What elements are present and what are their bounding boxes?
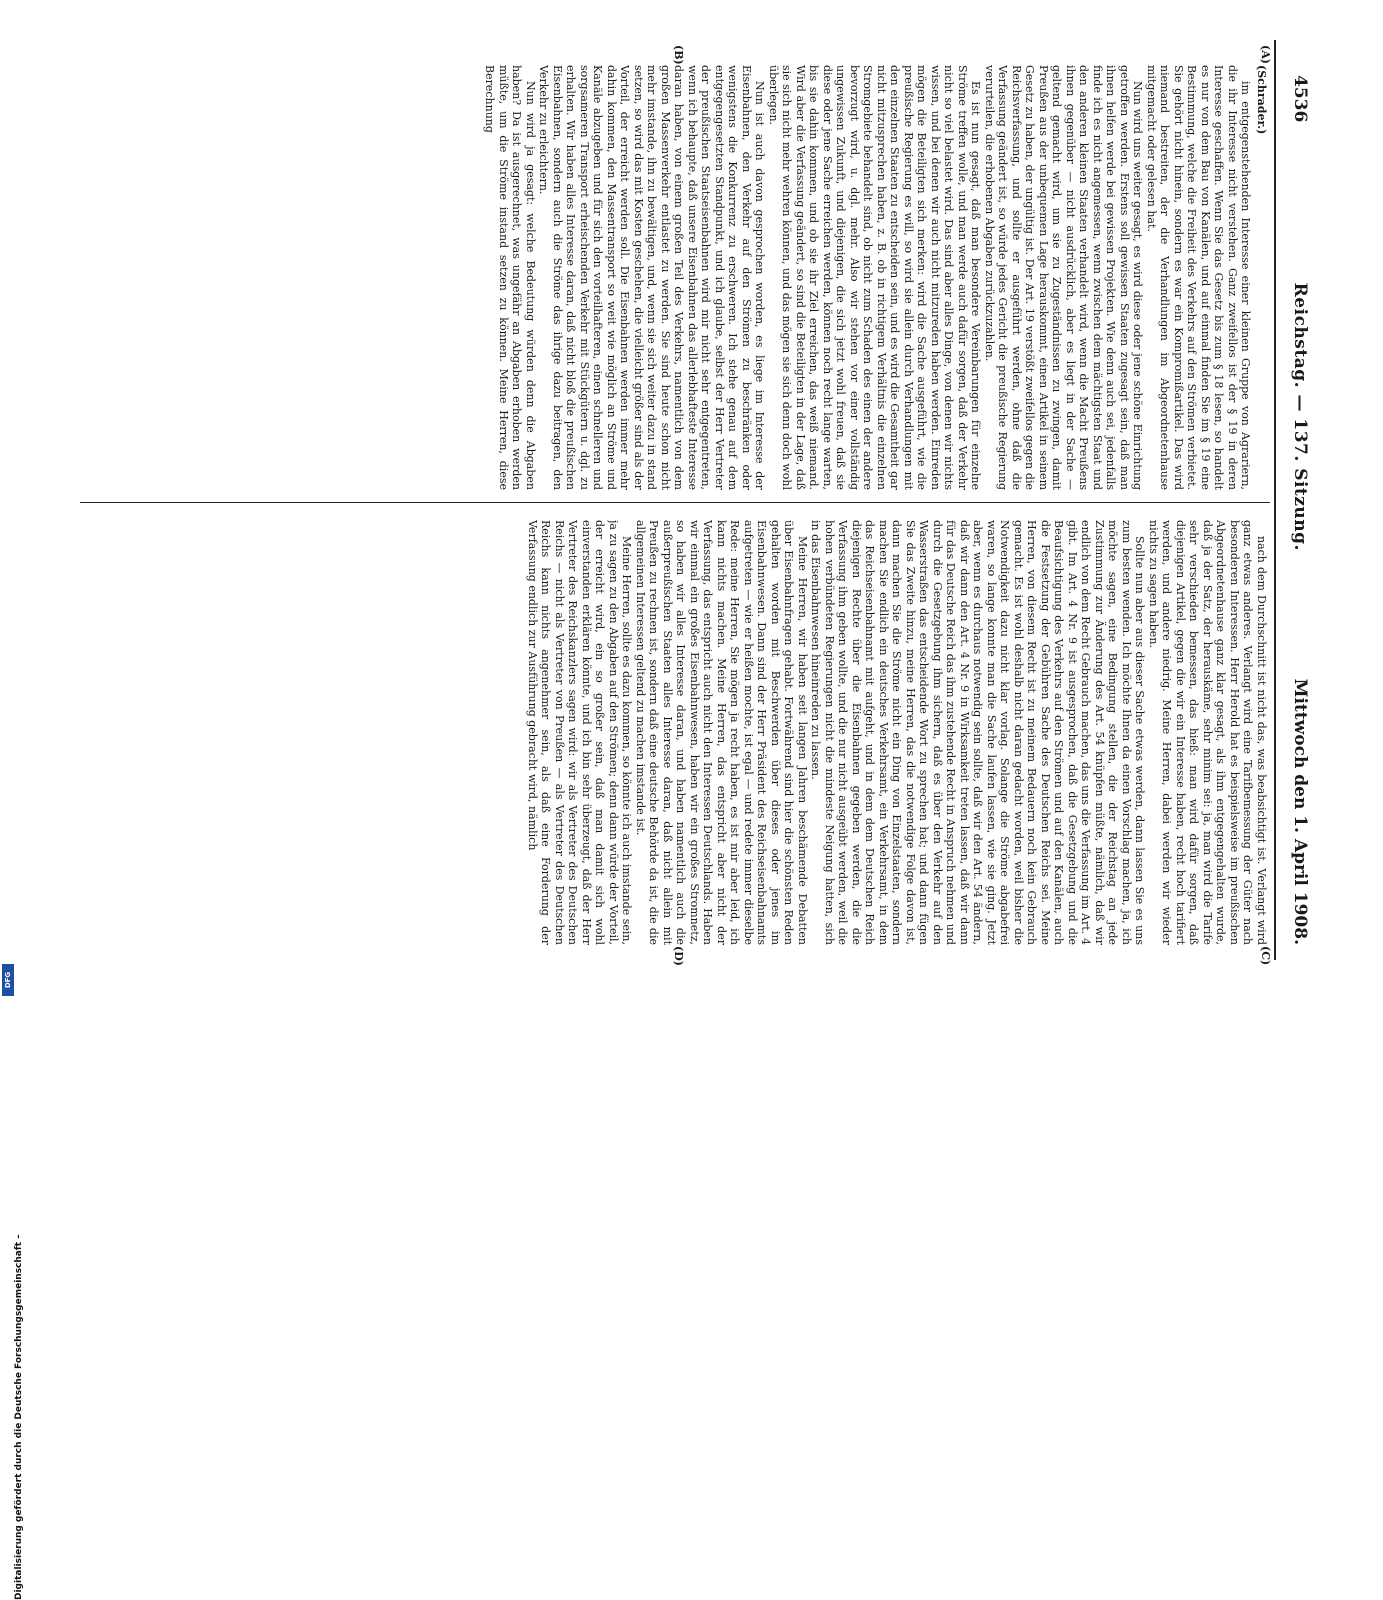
page-header xyxy=(1280,75,1320,945)
paragraph: Nun wird ja gesagt: welche Bedeutung würden denn die Abgaben haben? Da ist ausgerechnet, was ungefähr an Abgaben erhoben werden müßte, um die Ströme instand setzen zu können. Meine Herren, diese Berechnung xyxy=(483,65,537,490)
page-number: 4536 xyxy=(1290,75,1310,123)
paragraph: Nun ist auch davon gesprochen worden, es liege im Interesse der Eisenbahnen, den Verkehr auf den Strömen zu beschränken oder wenigstens die Konkurrenz zu erschweren. Ich stehe genau auf dem entgegengesetzten Standpunkt, und ich glaube, selbst der Herr Vertreter der preußischen Staatseisenbahnen wird mir nicht sehr entgegentreten, wenn ich behaupte, daß unsere Eisenbahnen das allerlebhafteste Interesse daran haben, von einem großen Teil des Verkehrs, namentlich von dem großen Massenverkehr entlastet zu werden. Sie sind heute schon nicht mehr imstande, ihn zu bewältigen, und, wenn sie sich weiter dazu in stand setzen, so wird das mit Kosten geschehen, die vielleicht größer sind als der Vorteil, der erreicht werden soll. Die Eisenbahnen werden immer mehr dahin kommen, den Massentransport so weit wie möglich an Ströme und Kanäle abzugeben und für sich den vorteilhafteren, einen schnelleren und sorgsameren Transport erheischenden Verkehr mit Stückgütern u. dgl. zu erhalten. Wir haben alles Interesse daran, daß nicht bloß die preußischen Eisenbahnen, sondern auch die Ströme das ihrige dazu beitragen, den Verkehr zu erleichtern. xyxy=(537,65,767,490)
header-rule xyxy=(1274,40,1276,960)
credit-text: Digitalisierung gefördert durch die Deutsche Forschungsgemeinschaft – xyxy=(14,1234,24,1600)
margin-letter-b: (B) xyxy=(672,45,685,65)
right-column xyxy=(78,520,1268,945)
rotated-scan xyxy=(70,40,1320,966)
session-date: Mittwoch den 1. April 1908. xyxy=(1290,678,1310,945)
column-divider xyxy=(80,502,1270,503)
running-title: Reichstag. — 137. Sitzung. xyxy=(1290,282,1310,551)
left-column xyxy=(78,65,1268,490)
dfg-logo-icon xyxy=(2,964,14,996)
paragraph: Meine Herren, sollte es dazu kommen, so könnte ich auch imstande sein, ja zu sagen zu den Abgaben auf den Strömen; denn dann würde der Vorteil, der erreicht wird, ein so großer sein, daß man damit sich wohl einverstanden erklären könnte, und ich bin sehr überzeugt, daß der Herr Vertreter des Reichskanzlers sagen wird: wir als Vertreter des Deutschen Reichs — nicht als Vertreter von Preußen — als Vertreter des Deutschen Reichs kann nichts angenehmer sein, als daß eine Forderung der Verfassung endlich zur Ausführung gebracht wird, nämlich xyxy=(526,520,634,945)
paragraph: Es ist nun gesagt, daß man besondere Vereinbarungen für einzelne Ströme treffen wolle, und man werde auch dafür sorgen, daß der Verkehr nicht so viel belastet wird. Das sind aber alles Dinge, von denen wir nichts wissen, und bei denen wir auch nicht mitzureden haben werden. Einreden mögen die Beteiligten sich merken: wird die Sache ausgeführt, wie die preußische Regierung es will, so wird sie allein durch Verhandlungen mit den einzelnen Staaten zu entscheiden sein, und es wird die Gesamtheit gar nicht mitzusprechen haben, z. B. ob in richtigem Verhältnis die einzelnen Stromgebiete behandelt sind, ob nicht zum Schaden des einen der andere bevorzugt wird, u. dgl. mehr. Also wir stehen vor einer vollständig ungewissen Zukunft, und diejenigen, die sich jetzt wohl freuen, daß sie diese oder jene Sache erreichen werden, können noch recht lange warten, bis sie dahin kommen, und ob sie ihr Ziel erreichen, das weiß niemand. Wird aber die Verfassung geändert, so sind die Beteiligten in der Lage, daß sie sich nicht mehr wehren können, und das mögen sie sich denn doch wohl überlegen. xyxy=(767,65,983,490)
document-page xyxy=(70,40,1320,966)
paragraph: im entgegenstehenden Interesse einer kleinen Gruppe von Agrariern, die ihr Interesse nicht verstehen. Ganz zweifellos ist der § 19 in deren Interesse geschaffen. Wenn Sie das Gesetz bis zum § 18 lesen, so handelt es nur von dem Bau von Kanälen, und auf einmal finden Sie im § 19 eine Bestimmung, welche die Freiheit des Verkehrs auf den Strömen verbietet. Sie gehört nicht hinein, sondern es war ein Kompromißartikel. Das wird niemand bestreiten, der die Verhandlungen im Abgeordnetenhause mitgemacht oder gelesen hat. xyxy=(1145,65,1253,490)
digitization-credit xyxy=(0,600,24,1600)
margin-letter-c: (C) xyxy=(1259,946,1272,966)
margin-letter-d: (D) xyxy=(672,946,685,966)
paragraph: Meine Herren, wir haben seit langen Jahren beschämende Debatten über Eisenbahnfragen gehabt. Fortwährend sind hier die schönsten Reden gehalten worden mit Beschwerden über dieses oder jenes im Eisenbahnwesen. Dann sind der Herr Präsident des Reichseisenbahnamts aufgetreten — wie er heißen mochte, ist egal — und redete immer dieselbe Rede: meine Herren, Sie mögen ja recht haben, es ist mir aber leid, ich kann nichts machen. Meine Herren, das entspricht aber nicht der Verfassung, das entspricht auch nicht den Interessen Deutschlands. Haben wir einmal ein großes Eisenbahnwesen, haben wir ein großes Stromnetz, so haben wir alles Interesse daran, und haben namentlich auch die außerpreußischen Staaten alles Interesse daran, daß nicht allein mit Preußen zu rechnen ist, sondern daß eine deutsche Behörde da ist, die die allgemeinen Interessen geltend zu machen imstande ist. xyxy=(634,520,809,945)
paragraph: nach dem Durchschnitt ist nicht das, was beabsichtigt ist. Verlangt wird ganz etwas anderes. Verlangt wird eine Tarifbemessung der Güter nach besonderen Interessen. Herr Herold hat es beispielsweise im preußischen Abgeordnetenhause ganz klar gesagt, als ihm entgegengehalten wurde, daß ja der Satz, der herauskäme, sehr minim sei: ja, man wird die Tarife sehr verschieden bemessen, das hieß: man wird dafür sorgen, daß diejenigen Artikel, gegen die wir ein Interesse haben, recht hoch tarifiert werden, und andere niedrig. Meine Herren, dabei werden wir wieder nichts zu sagen haben. xyxy=(1147,520,1268,945)
paragraph: Nun wird uns weiter gesagt, es wird diese oder jene schöne Einrichtung getroffen werden. Erstens soll gewissen Staaten zugesagt sein, daß man ihnen helfen werde bei gewissen Projekten. Wie denn auch sei, jedenfalls finde ich es nicht angemessen, wenn zwischen dem mächtigsten Staat und den anderen kleinen Staaten verhandelt wird, wenn die Macht Preußens ihnen gegenüber — nicht ausdrücklich, aber es liegt in der Sache — geltend gemacht wird, um sie zu Zugeständnissen zu zwingen, damit Preußen aus der unbequemen Lage herauskommt, einen Artikel in seinem Gesetz zu haben, der ungültig ist. Der Art. 19 verstößt zweifellos gegen die Reichsverfassung, und sollte er ausgeführt werden, ohne daß die Verfassung geändert ist, so würde jedes Gericht die preußische Regierung verurteilen, die erhobenen Abgaben zurückzuzahlen. xyxy=(983,65,1145,490)
dfg-logo-text: DFG xyxy=(4,971,12,989)
margin-letter-a: (A) xyxy=(1259,45,1272,64)
speaker-name: (Schrader.) xyxy=(1255,65,1268,135)
paragraph: Sollte nun aber aus dieser Sache etwas werden, dann lassen Sie es uns zum besten wenden. Ich möchte Ihnen da einen Vorschlag machen, ja, ich möchte sagen, eine Bedingung stellen, die der Reichstag an jede Zustimmung zur Änderung des Art. 54 knüpfen müßte, nämlich, daß wir endlich von dem Recht Gebrauch machen, das uns die Verfassung im Art. 4 gibt. Im Art. 4 Nr. 9 ist ausgesprochen, daß die Gesetzgebung und die Beaufsichtigung des Verkehrs auf den Strömen und auf den Kanälen, auch die Festsetzung der Gebühren Sache des Deutschen Reichs sei. Meine Herren, von diesem Recht ist zu meinem Bedauern noch kein Gebrauch gemacht. Es ist wohl deshalb nicht daran gedacht worden, weil bisher die Notwendigkeit dazu nicht klar vorlag. Solange die Ströme abgabefrei waren, so lange konnte man die Sache laufen lassen, wie sie ging. Jetzt aber, wenn es durchaus notwendig sein sollte, daß wir den Art. 54 ändern, daß wir dann den Art. 4 Nr. 9 in Wirksamkeit treten lassen, daß wir dann für das Deutsche Reich das ihm zustehende Recht in Anspruch nehmen und durch die Gesetzgebung ihm sichern, daß es über den Verkehr auf den Wasserstraßen das entscheidende Wort zu sprechen hat; und dann fügen Sie das Zweite hinzu, meine Herren, das die notwendige Folge davon ist, dann machen Sie die Ströme nicht ein Ding von Einzelstaaten, sondern machen Sie endlich ein deutsches Verkehrsamt, ein Verkehrsamt, in dem das Reichseisenbahnamt mit aufgeht, und in dem dem Deutschen Reich diejenigen Rechte über die Eisenbahnen gegeben werden, die die Verfassung ihm geben wollte, und die nur nicht ausgeübt werden, weil die hohen verbündeten Regierungen nicht die mindeste Neigung hatten, sich in das Eisenbahnwesen hineinreden zu lassen. xyxy=(809,520,1147,945)
